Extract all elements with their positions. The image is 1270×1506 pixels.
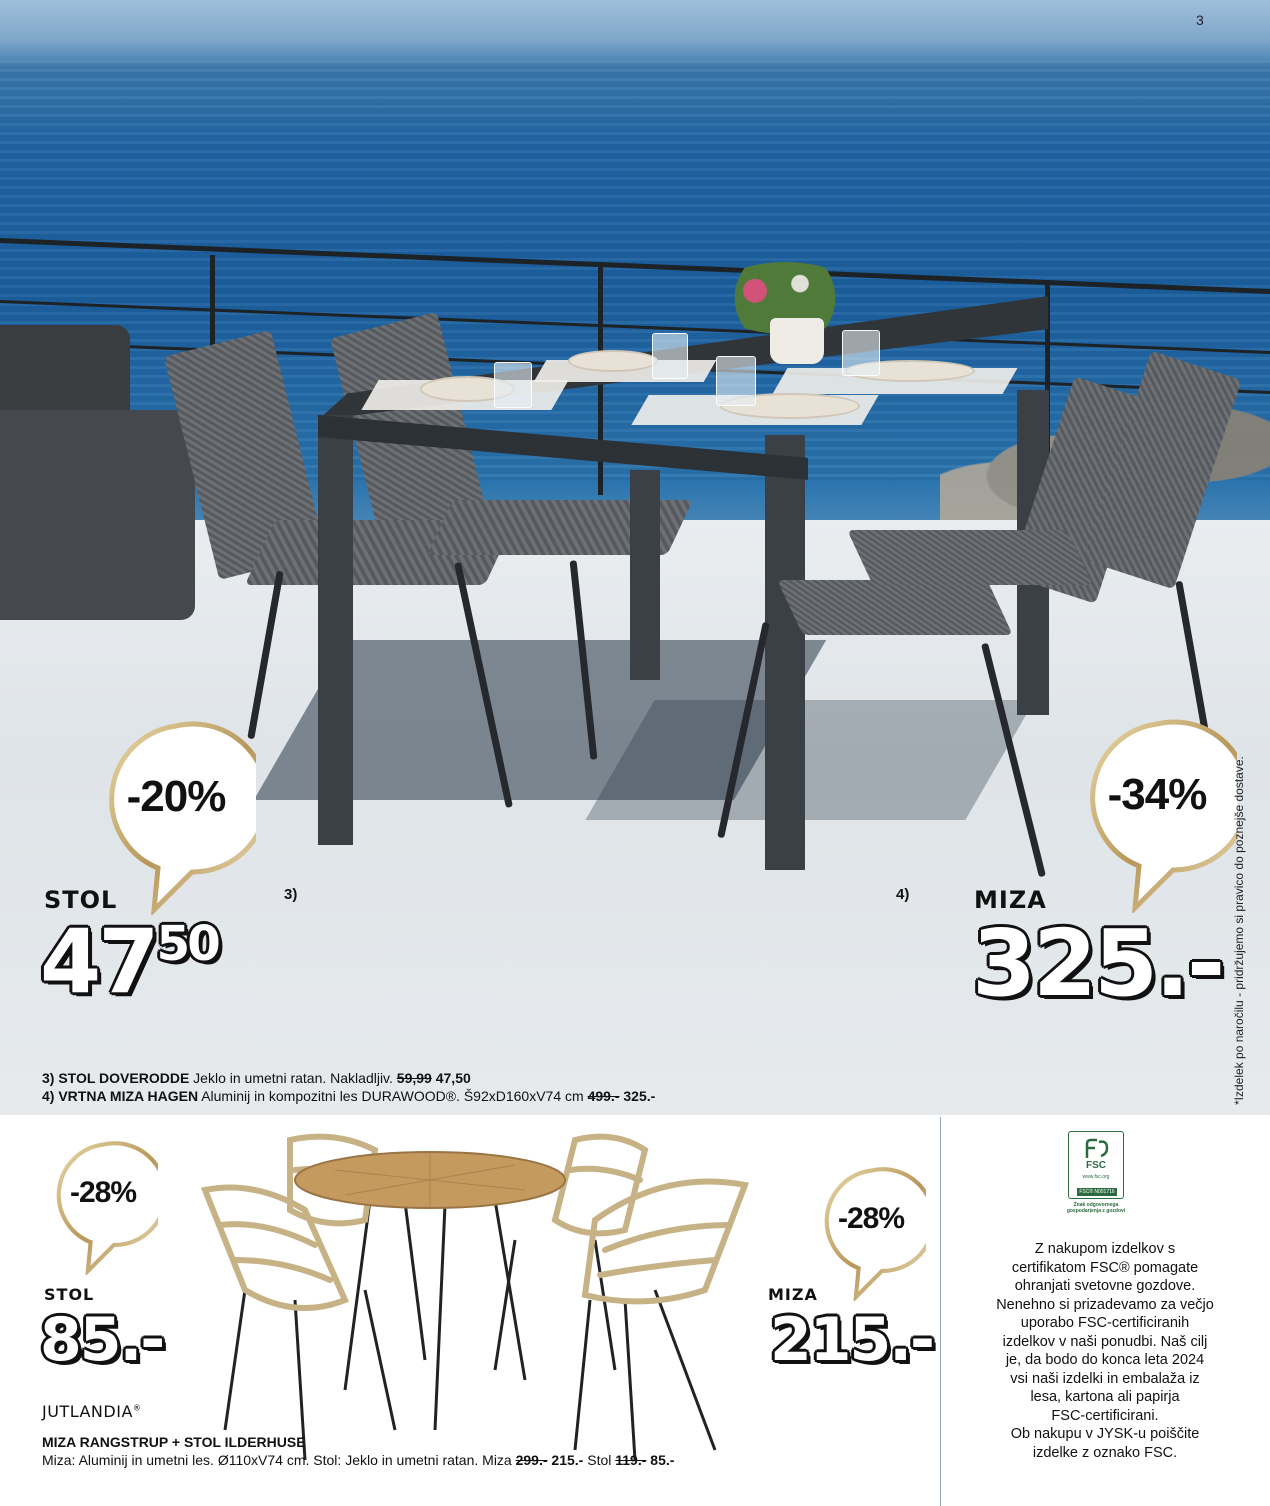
desc-title: 3) STOL DOVERODDE xyxy=(42,1070,190,1086)
new-price: 325.- xyxy=(619,1088,656,1104)
price-cents: 50 xyxy=(156,916,218,973)
product-label-miza-bottom: MIZA xyxy=(768,1285,818,1304)
price-stol-bottom: 85.- xyxy=(40,1305,164,1375)
table-leg xyxy=(318,415,353,845)
fsc-line: certifikatom FSC® pomagate xyxy=(1011,1259,1199,1276)
delivery-footnote: *Izdelek po naročilu - pridržujemo si pravico do poznejše dostave. xyxy=(1232,756,1246,1105)
glass xyxy=(494,362,532,408)
fsc-line: je, da bodo do konca leta 2024 xyxy=(1005,1352,1205,1368)
price-stol xyxy=(40,910,218,1013)
fsc-line: ohranjati svetovne gozdove. xyxy=(1014,1278,1196,1294)
desc-text: Jeklo in umetni ratan. Nakladljiv. xyxy=(189,1070,397,1086)
product-marker-4: 4) xyxy=(896,886,910,903)
new-price: 215.- xyxy=(547,1452,584,1468)
old-price: 499.- xyxy=(587,1088,620,1104)
section-divider xyxy=(940,1117,941,1506)
registered-mark: ® xyxy=(132,1403,142,1413)
fsc-caption: Znak odgovornega gospodarjenja z gozdovi xyxy=(1066,1202,1126,1214)
chair-shadow xyxy=(585,700,1034,820)
price-miza-bottom: 215.- xyxy=(770,1305,933,1375)
plate xyxy=(568,350,658,372)
desc-text: Stol xyxy=(583,1452,616,1468)
fsc-word: FSC xyxy=(1086,1160,1106,1171)
brand-text: JUTLANDIA xyxy=(42,1402,133,1421)
discount-badge-miza: -34% xyxy=(1077,718,1237,913)
fsc-line: Nenehno si prizadevamo za večjo xyxy=(996,1296,1214,1313)
fsc-info-text xyxy=(960,1240,1250,1462)
product-desc-3 xyxy=(42,1069,471,1087)
desc-text: Miza: Aluminij in umetni les. Ø110xV74 cm. Stol: Jeklo in umetni ratan. Miza xyxy=(42,1452,516,1468)
old-price: 119.- xyxy=(615,1452,647,1468)
product-marker-3: 3) xyxy=(284,886,298,903)
product-desc-set xyxy=(42,1451,674,1469)
product-label-stol: STOL xyxy=(44,886,118,914)
fsc-line: izdelke z oznako FSC. xyxy=(1032,1444,1178,1461)
product-label-miza: MIZA xyxy=(974,886,1047,914)
fsc-url: www.fsc.org xyxy=(1082,1174,1110,1180)
fsc-line: vsi naši izdelki in embalaža iz xyxy=(1010,1370,1200,1387)
product-photo-rangstrup-set xyxy=(195,1130,755,1480)
table-leg xyxy=(630,470,660,680)
product-desc-4 xyxy=(42,1087,655,1105)
new-price: 85.- xyxy=(646,1452,675,1468)
fsc-line: izdelkov v naši ponudbi. Naš cilj xyxy=(1002,1333,1208,1350)
desc-title: 4) VRTNA MIZA HAGEN xyxy=(42,1088,199,1104)
fsc-line: Ob nakupu v JYSK-u poiščite xyxy=(1010,1426,1200,1442)
product-title-set: MIZA RANGSTRUP + STOL ILDERHUSE xyxy=(42,1434,306,1450)
glass xyxy=(842,330,880,376)
fsc-line: uporabo FSC-certificiranih xyxy=(1020,1315,1190,1331)
fsc-line: lesa, kartona ali papirja xyxy=(1030,1389,1180,1405)
product-label-stol-bottom: STOL xyxy=(44,1285,95,1304)
discount-badge-stol-ilderhuse: -28% xyxy=(48,1140,158,1275)
price-miza: 325.- xyxy=(972,910,1223,1017)
table-leg xyxy=(765,435,805,870)
old-price: 299.- xyxy=(515,1452,548,1468)
old-price: 59,99 xyxy=(396,1070,432,1086)
desc-text: Aluminij in kompozitni les DURAWOOD®. Š92xD160xV74 cm xyxy=(198,1088,588,1104)
fsc-line: Z nakupom izdelkov s xyxy=(1034,1241,1176,1257)
brand-name xyxy=(42,1402,141,1421)
sofa-arm xyxy=(0,410,195,620)
glass xyxy=(716,356,756,406)
price-main: 47 xyxy=(40,910,157,1013)
discount-badge-stol: -20% xyxy=(96,720,256,915)
fsc-tree-icon xyxy=(1083,1138,1111,1160)
discount-badge-miza-rangstrup: -28% xyxy=(816,1166,926,1301)
page-number: 3 xyxy=(1196,12,1204,28)
new-price: 47,50 xyxy=(431,1070,471,1086)
glass xyxy=(652,333,688,379)
vase xyxy=(770,318,824,364)
fsc-code: FSC® N001716 xyxy=(1077,1188,1117,1196)
fsc-line: FSC-certificirani. xyxy=(1051,1407,1159,1424)
chair-seat xyxy=(777,580,1013,635)
chair-seat xyxy=(847,530,1093,585)
fsc-logo xyxy=(1068,1131,1124,1199)
